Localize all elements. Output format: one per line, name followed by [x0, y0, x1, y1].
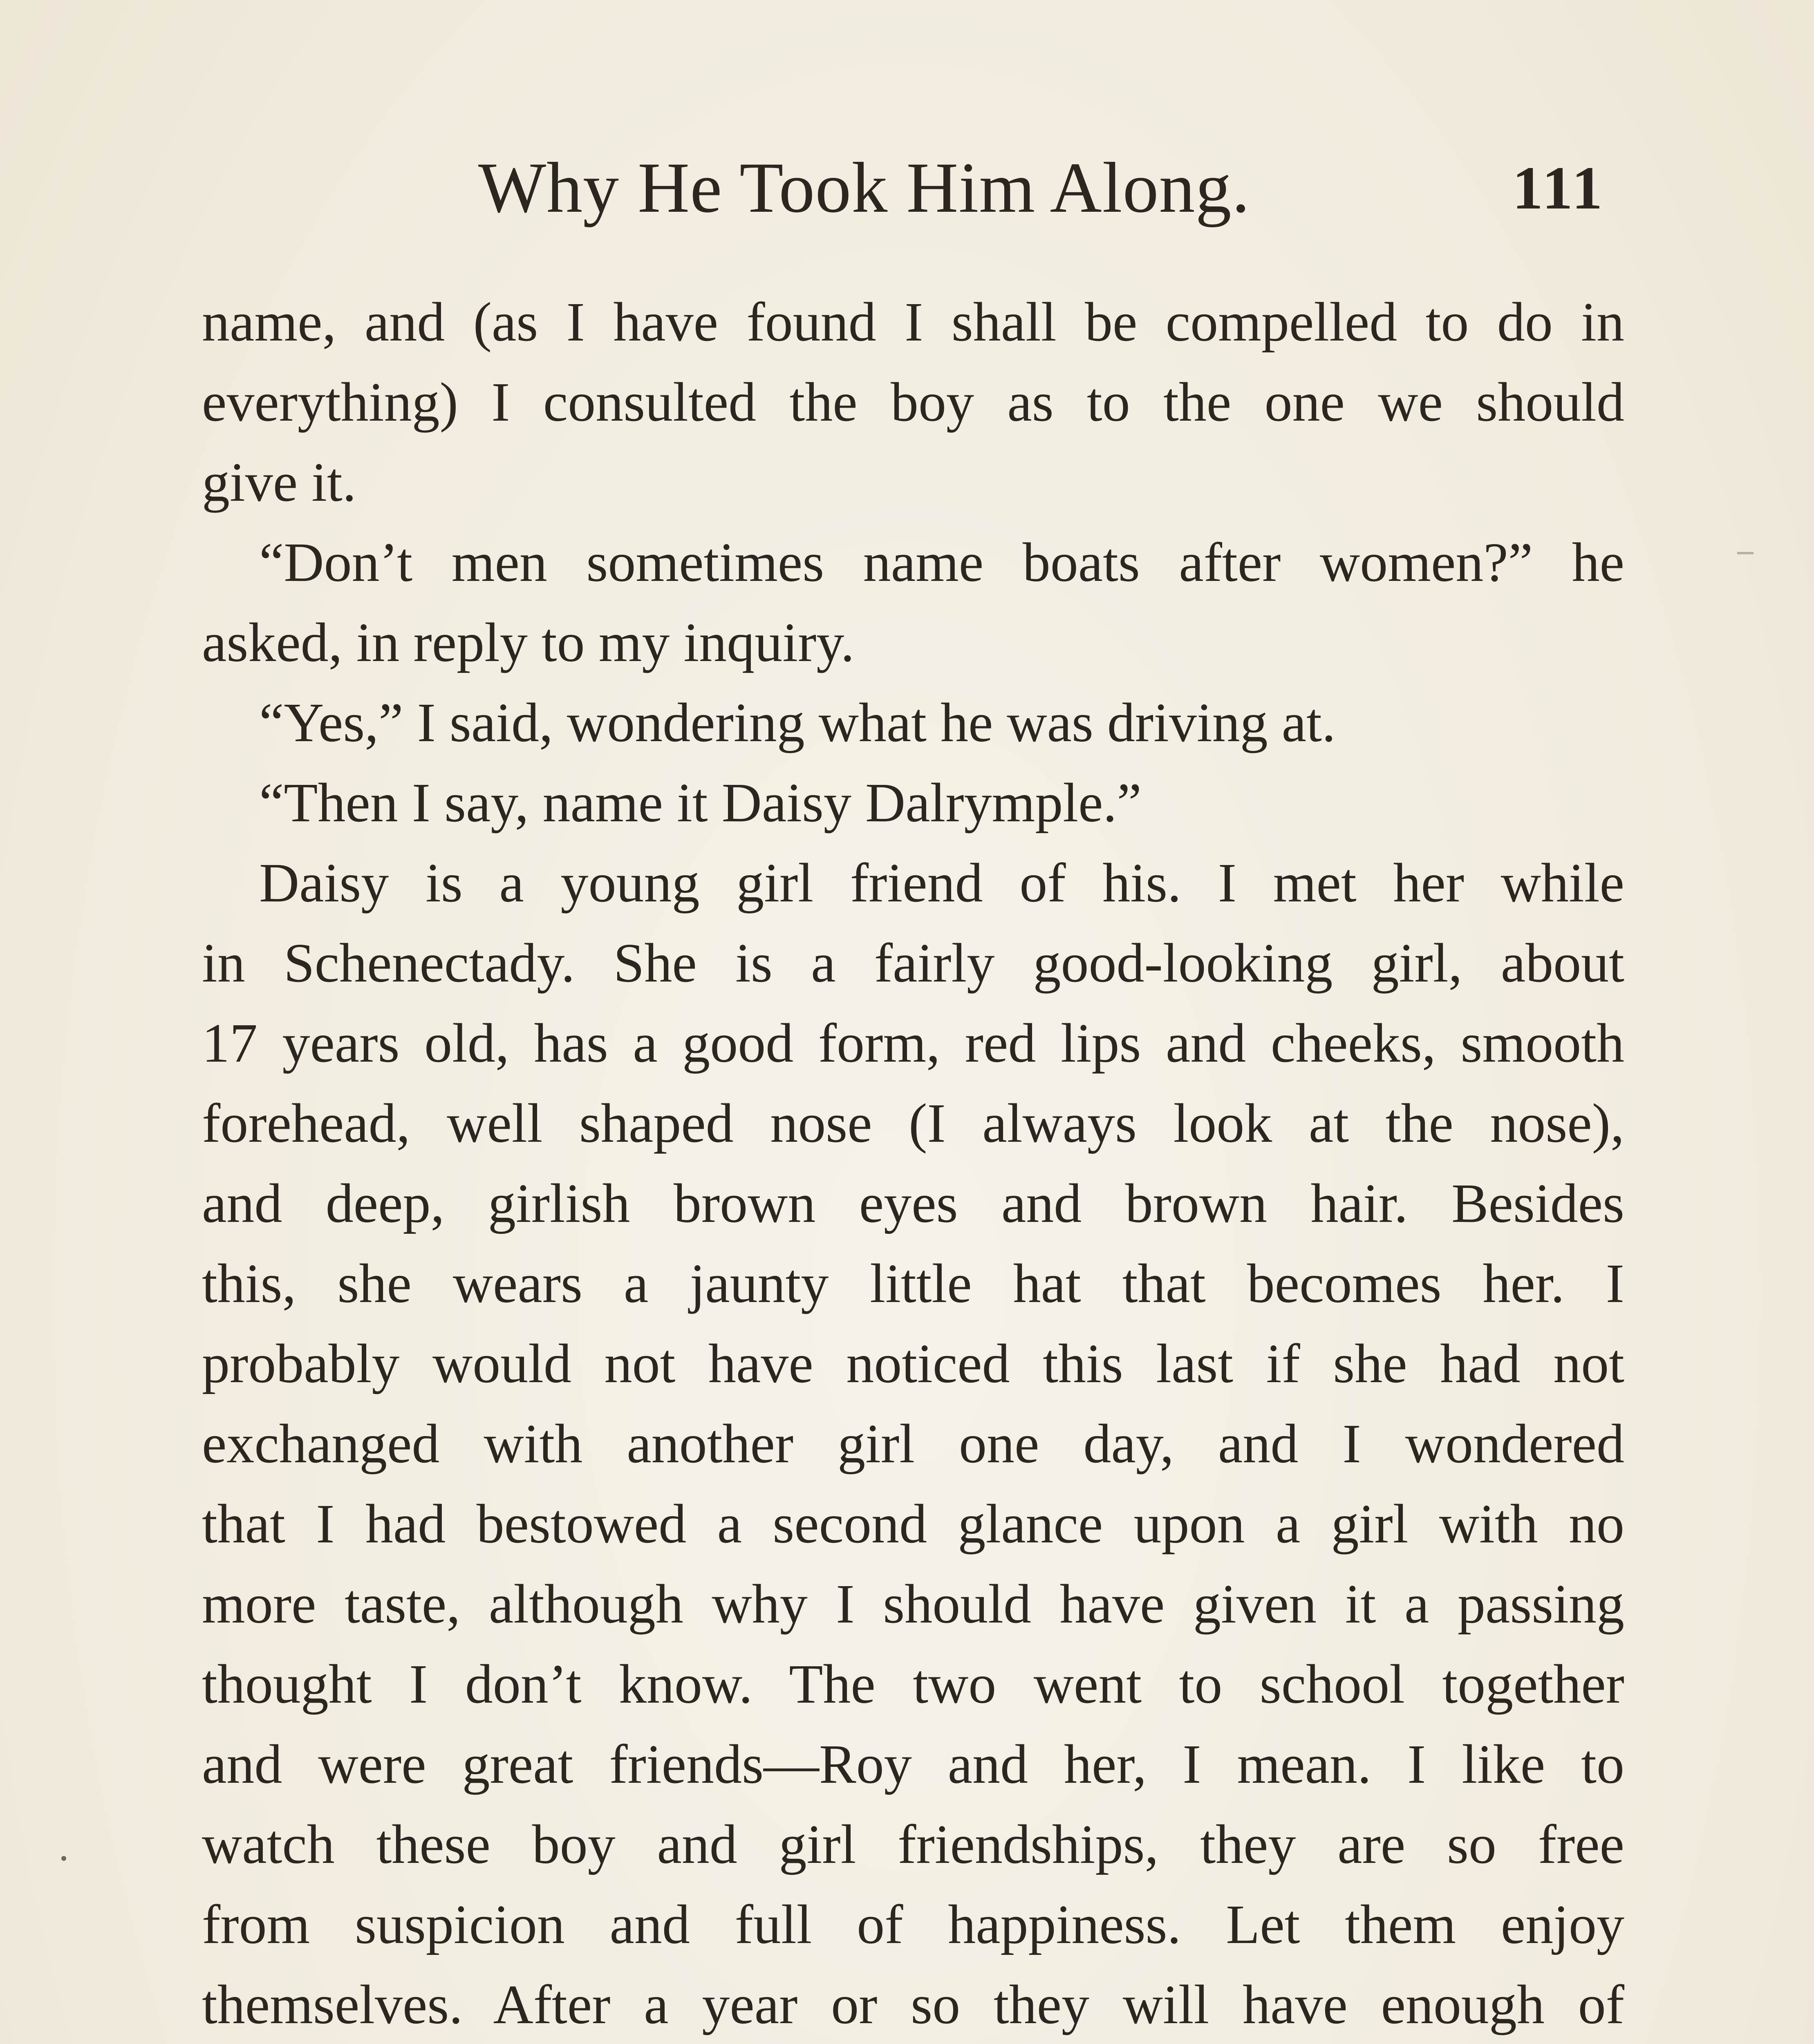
text-line: asked, in reply to my inquiry.: [202, 612, 855, 673]
text-line: and deep, girlish brown eyes and brown hair. Besides: [202, 1173, 1624, 1234]
running-head: Why He Took Him Along.: [478, 148, 1250, 228]
paper-speck: [61, 1856, 66, 1861]
body-text: [202, 282, 1624, 2044]
page-number: 111: [1512, 154, 1605, 222]
text-line: more taste, although why I should have given it a passing: [202, 1573, 1624, 1635]
text-line: “Yes,” I said, wondering what he was driving at.: [259, 692, 1336, 753]
text-line: in Schenectady. She is a fairly good-looking girl, about: [202, 932, 1624, 994]
text-line: from suspicion and full of happiness. Let them enjoy: [202, 1894, 1624, 1955]
text-line: 17 years old, has a good form, red lips and cheeks, smooth: [202, 1013, 1624, 1074]
text-line: forehead, well shaped nose (I always look at the nose),: [202, 1093, 1624, 1154]
text-line: this, she wears a jaunty little hat that becomes her. I: [202, 1253, 1624, 1314]
text-line: and were great friends—Roy and her, I mean. I like to: [202, 1734, 1624, 1795]
text-line: watch these boy and girl friendships, they are so free: [202, 1814, 1624, 1875]
page-header: [0, 139, 1814, 237]
text-line: “Then I say, name it Daisy Dalrymple.”: [259, 772, 1142, 834]
text-line: “Don’t men sometimes name boats after women?” he: [259, 532, 1624, 593]
text-line: themselves. After a year or so they will have enough of: [202, 1974, 1624, 2035]
text-line: exchanged with another girl one day, and I wondered: [202, 1413, 1624, 1475]
text-line: that I had bestowed a second glance upon a girl with no: [202, 1493, 1624, 1555]
margin-mark: [1737, 552, 1754, 554]
text-line: give it.: [202, 452, 356, 513]
text-line: Daisy is a young girl friend of his. I met her while: [259, 852, 1624, 914]
text-line: thought I don’t know. The two went to school together: [202, 1654, 1624, 1715]
text-line: probably would not have noticed this last if she had not: [202, 1333, 1624, 1394]
text-line: everything) I consulted the boy as to the one we should: [202, 372, 1624, 433]
text-line: name, and (as I have found I shall be compelled to do in: [202, 291, 1624, 353]
